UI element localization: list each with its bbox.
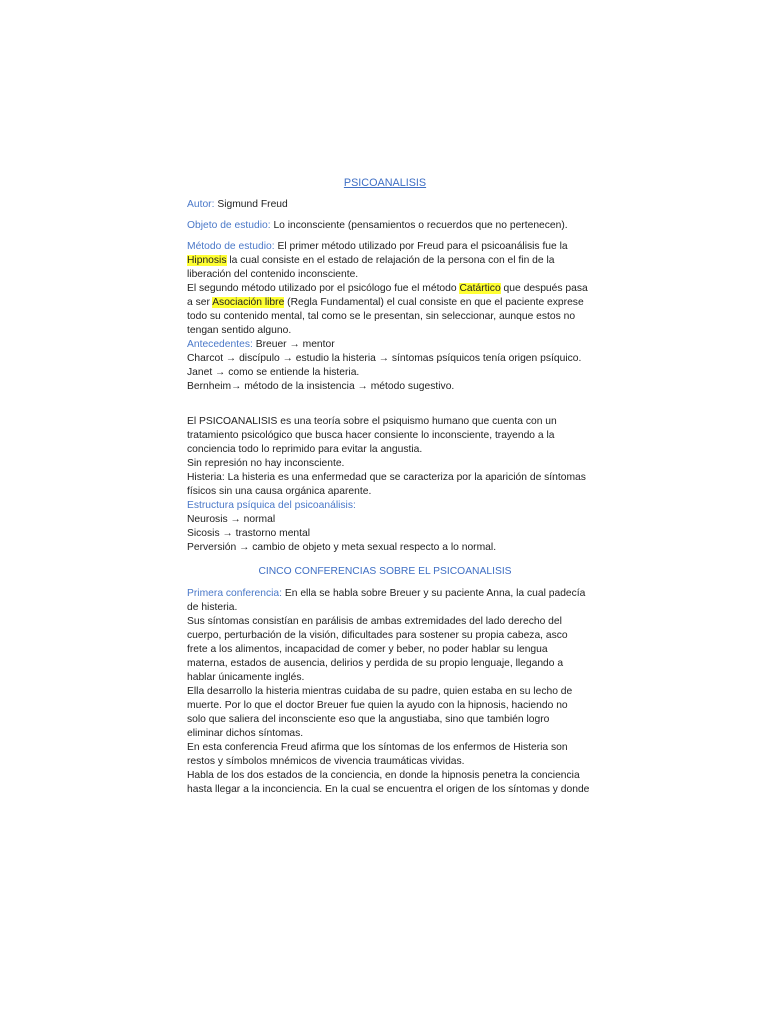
- objeto-line: [187, 219, 583, 233]
- psico-line-2: tratamiento psicológico que busca hacer consiente lo inconsciente, trayendo a la: [187, 430, 555, 441]
- antecedentes-line-2: Charcot → discípulo → estudio la histeria → síntomas psíquicos tenía origen psíquico.: [187, 353, 582, 364]
- metodo-text: la cual consiste en el estado de relajación de la persona con el fin de la: [226, 255, 555, 266]
- psico-line-6: físicos sin una causa orgánica aparente.: [187, 486, 372, 497]
- conferencia-line-11: eliminar dichos síntomas.: [187, 728, 304, 739]
- psico-line-1: El PSICOANALISIS es una teoría sobre el psiquismo humano que cuenta con un: [187, 416, 557, 427]
- document-body: [187, 176, 590, 797]
- conferencia-line-10: solo que saliera del inconsciente eso que la angustiaba, sino que también logro: [187, 714, 550, 725]
- metodo-line-1: [187, 240, 583, 254]
- highlight-catartico: Catártico: [459, 283, 501, 294]
- objeto-value: Lo inconsciente (pensamientos o recuerdos que no pertenecen).: [270, 220, 568, 231]
- objeto-label: Objeto de estudio:: [187, 220, 271, 231]
- conferencia-line-12: En esta conferencia Freud afirma que los síntomas de los enfermos de Histeria son: [187, 742, 568, 753]
- metodo-line-7: tengan sentido alguno.: [187, 325, 292, 336]
- psico-line-8: Sicosis → trastorno mental: [187, 528, 311, 539]
- psico-line-7: Neurosis → normal: [187, 514, 276, 525]
- conferencia-line-8: Ella desarrollo la histeria mientras cuidaba de su padre, quien estaba en su lecho de: [187, 686, 573, 697]
- section-subtitle: CINCO CONFERENCIAS SOBRE EL PSICOANALISIS: [258, 566, 512, 577]
- conferencia-label: Primera conferencia:: [187, 588, 282, 599]
- metodo-label: Método de estudio:: [187, 241, 275, 252]
- metodo-text: El segundo método utilizado por el psicólogo fue el método: [187, 283, 460, 294]
- psico-line-3: conciencia todo lo reprimido para evitar la angustia.: [187, 444, 423, 455]
- conferencia-line-14: Habla de los dos estados de la conciencia, en donde la hipnosis penetra la conciencia: [187, 770, 580, 781]
- metodo-text: que después pasa: [500, 283, 588, 294]
- autor-label: Autor:: [187, 199, 215, 210]
- metodo-line-3: liberación del contenido inconsciente.: [187, 269, 359, 280]
- metodo-text: El primer método utilizado por Freud para el psicoanálisis fue la: [274, 241, 568, 252]
- psico-line-5: Histeria: La histeria es una enfermedad que se caracteriza por la aparición de síntomas: [187, 472, 586, 483]
- conferencia-text: En ella se habla sobre Breuer y su paciente Anna, la cual padecía: [282, 588, 586, 599]
- metodo-line-5: [187, 296, 583, 310]
- metodo-text: a ser: [187, 297, 213, 308]
- metodo-line-4: [187, 282, 588, 296]
- conferencia-line-13: restos y símbolos mnémicos de vivencia traumáticas vividas.: [187, 756, 465, 767]
- autor-line: [187, 198, 583, 212]
- autor-value: Sigmund Freud: [214, 199, 288, 210]
- metodo-line-2: [187, 254, 583, 268]
- conferencia-line-7: hablar únicamente inglés.: [187, 672, 305, 683]
- antecedentes-line-4: Bernheim→ método de la insistencia → método sugestivo.: [187, 381, 455, 392]
- antecedentes-line-3: Janet → como se entiende la histeria.: [187, 367, 360, 378]
- antecedentes-label: Antecedentes:: [187, 339, 253, 350]
- conferencia-line-3: Sus síntomas consistían en parálisis de ambas extremidades del lado derecho del: [187, 616, 562, 627]
- psico-line-9: Perversión → cambio de objeto y meta sexual respecto a lo normal.: [187, 542, 497, 553]
- conferencia-line-4: cuerpo, perturbación de la visión, dificultades para sostener su propia cabeza, asco: [187, 630, 568, 641]
- psico-line-4: Sin represión no hay inconsciente.: [187, 458, 345, 469]
- estructura-label: Estructura psíquica del psicoanálisis:: [187, 500, 356, 511]
- highlight-hipnosis: Hipnosis: [187, 255, 227, 266]
- metodo-text: (Regla Fundamental) el cual consiste en que el paciente exprese: [284, 297, 584, 308]
- conferencia-line-1: [187, 587, 586, 601]
- antecedentes-value: Breuer → mentor: [252, 339, 335, 350]
- conferencia-line-9: muerte. Por lo que el doctor Breuer fue quien la ayudo con la hipnosis, haciendo no: [187, 700, 568, 711]
- conferencia-line-5: frete a los alimentos, incapacidad de comer y beber, no poder hablar su lengua: [187, 644, 548, 655]
- antecedentes-line-1: [187, 338, 583, 352]
- metodo-line-6: todo su contenido mental, tal como se le presentan, sin seleccionar, aunque estos no: [187, 311, 576, 322]
- conferencia-line-15: hasta llegar a la inconciencia. En la cual se encuentra el origen de los síntomas y donde: [187, 784, 590, 795]
- highlight-asociacion-libre: Asociación libre: [212, 297, 285, 308]
- conferencia-line-6: materna, estados de ausencia, delirios y perdida de su propio lenguaje, llegando a: [187, 658, 564, 669]
- page-title: PSICOANALISIS: [343, 177, 427, 189]
- conferencia-line-2: de histeria.: [187, 602, 238, 613]
